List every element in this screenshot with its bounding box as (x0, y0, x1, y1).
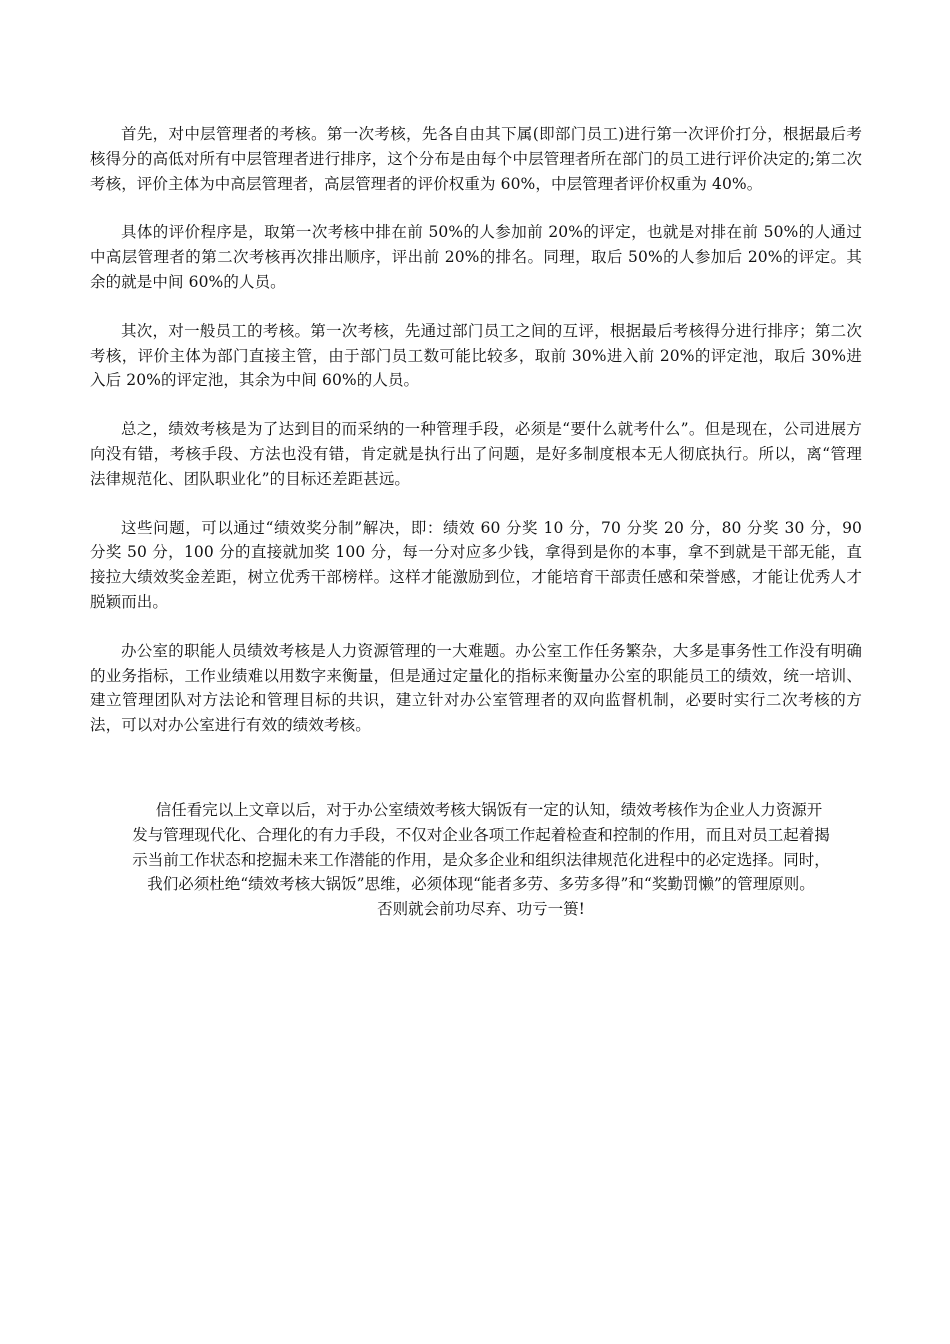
paragraph-summary: 总之，绩效考核是为了达到目的而采纳的一种管理手段，必须是“要什么就考什么”。但是现在，公司进展方向没有错，考核手段、方法也没有错，肯定就是执行出了问题，是好多制度根本无人彻底执行。所以，离“管理法律规范化、团队职业化”的目标还差距甚远。 (90, 420, 862, 488)
paragraph-general-staff-assessment: 其次，对一般员工的考核。第一次考核，先通过部门员工之间的互评，根据最后考核得分进行排序；第二次考核，评价主体为部门直接主管，由于部门员工数可能比较多，取前 30%进入前 20%的评定池，取后 30%进入后 20%的评定池，其余为中间 60%的人员。 (90, 321, 862, 390)
paragraph-bonus-system: 这些问题，可以通过“绩效奖分制”解决，即：绩效 60 分奖 10 分，70 分奖 20 分，80 分奖 30 分，90 分奖 50 分，100 分的直接就加奖 100 分，每一分对应多少钱，拿得到是你的本事，拿不到就是干部无能，直接拉大绩效奖金差距，树立优秀干部榜样。这样才能激励到位，才能培育干部责任感和荣誉感，才能让优秀人才脱颖而出。 (90, 518, 862, 611)
document-body (90, 122, 862, 738)
closing-line: 信任看完以上文章以后，对于办公室绩效考核大锅饭有一定的认知，绩效考核作为企业人力资源开 (155, 801, 823, 819)
closing-paragraph (96, 798, 866, 922)
closing-line: 发与管理现代化、合理化的有力手段，不仅对企业各项工作起着检查和控制的作用，而且对员工起着揭 (132, 825, 830, 844)
paragraph-office-staff: 办公室的职能人员绩效考核是人力资源管理的一大难题。办公室工作任务繁杂，大多是事务性工作没有明确的业务指标，工作业绩难以用数字来衡量，但是通过定量化的指标来衡量办公室的职能员工的绩效，统一培训、建立管理团队对方法论和管理目标的共识，建立针对办公室管理者的双向监督机制，必要时实行二次考核的方法，可以对办公室进行有效的绩效考核。 (90, 641, 862, 735)
paragraph-evaluation-procedure: 具体的评价程序是，取第一次考核中排在前 50%的人参加前 20%的评定，也就是对排在前 50%的人通过中高层管理者的第二次考核再次排出顺序，评出前 20%的排名。同理，取后 50%的人参加后 20%的评定。其余的就是中间 60%的人员。 (90, 223, 862, 291)
closing-line: 我们必须杜绝“绩效考核大锅饭”思维，必须体现“能者多劳、多劳多得”和“奖勤罚懒”的管理原则。 (147, 875, 815, 894)
closing-line: 示当前工作状态和挖掘未来工作潜能的作用，是众多企业和组织法律规范化进程中的必定选择。同时， (132, 850, 830, 869)
paragraph-gap (90, 615, 862, 639)
closing-line: 否则就会前功尽弃、功亏一篑! (377, 900, 585, 919)
paragraph-gap (90, 196, 862, 220)
paragraph-gap (90, 393, 862, 417)
paragraph-gap (90, 492, 862, 516)
paragraph-middle-manager-assessment: 首先，对中层管理者的考核。第一次考核，先各自由其下属(即部门员工)进行第一次评价打分，根据最后考核得分的高低对所有中层管理者进行排序，这个分布是由每个中层管理者所在部门的员工进行评价决定的;第二次考核，评价主体为中高层管理者，高层管理者的评价权重为 60%，中层管理者评价权重为 40%。 (90, 125, 862, 193)
paragraph-gap (90, 295, 862, 319)
